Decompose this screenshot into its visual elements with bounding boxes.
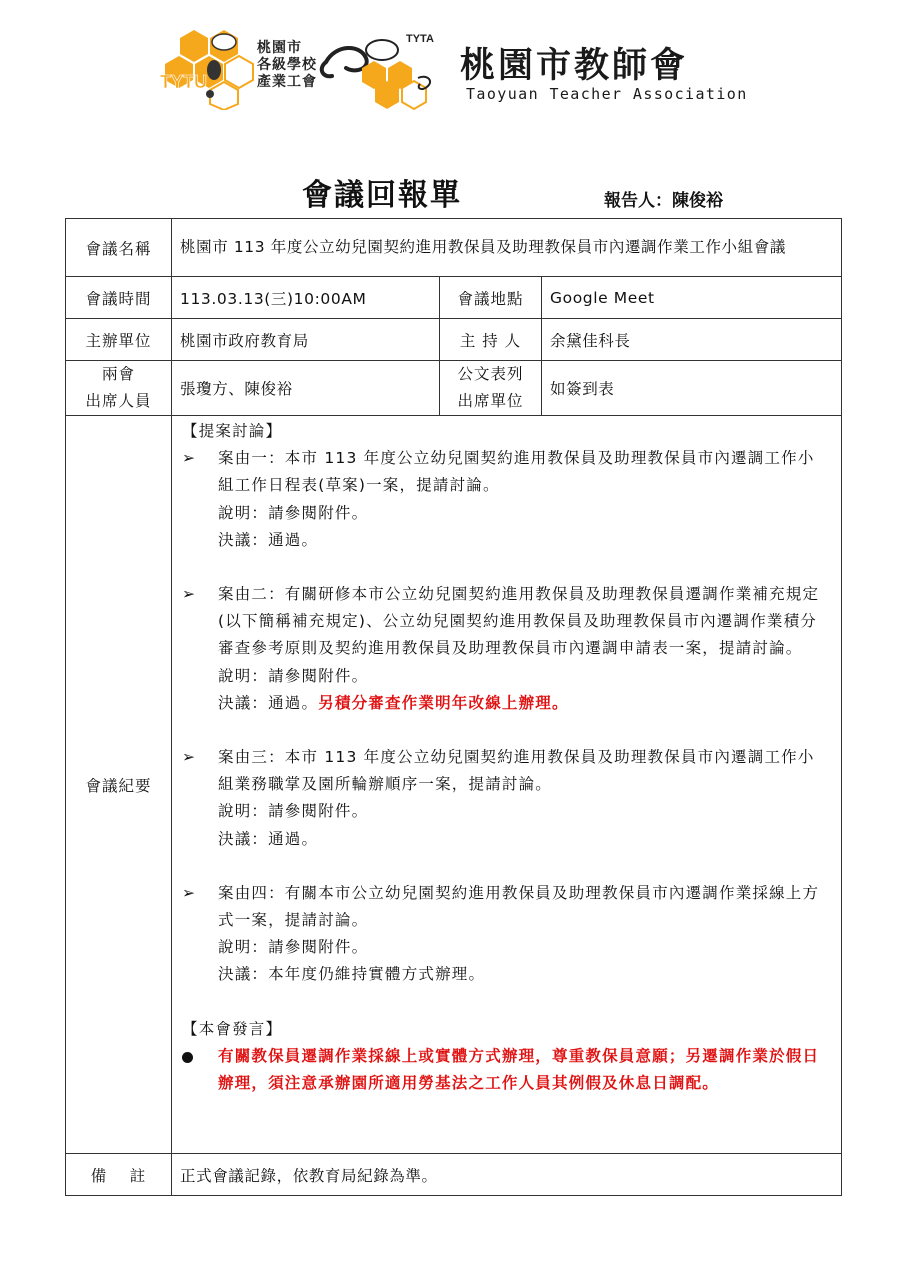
proposal-resolution [218, 527, 831, 554]
proposal-item [182, 880, 831, 989]
official-units-value: 如簽到表 [542, 361, 842, 416]
official-units-label [440, 361, 542, 416]
report-table [65, 218, 842, 1196]
proposal-item [182, 744, 831, 853]
union-name [257, 40, 317, 91]
proposal-explanation: 說明：請參閱附件。 [218, 802, 369, 821]
minutes-content [172, 416, 842, 1154]
official-units-label-line: 公文表列 [457, 365, 524, 383]
meeting-time-label: 會議時間 [66, 277, 172, 319]
resolution-text: 決議：通過。 [218, 530, 319, 549]
union-name-line: 桃園市 [257, 40, 302, 56]
statement-heading: 【本會發言】 [182, 1019, 283, 1038]
document-title: 會議回報單 [302, 178, 462, 213]
organizer-label: 主辦單位 [66, 319, 172, 361]
statement-item [182, 1043, 831, 1097]
host-value: 余黛佳科長 [542, 319, 842, 361]
minutes-label: 會議紀要 [66, 416, 172, 1154]
arrow-bullet-icon: ➢ [182, 883, 197, 902]
host-label: 主 持 人 [440, 319, 542, 361]
table-row [66, 416, 842, 1154]
arrow-bullet-icon: ➢ [182, 449, 197, 468]
meeting-place-label: 會議地點 [440, 277, 542, 319]
letterhead [150, 18, 750, 110]
union-name-line: 各級學校 [257, 57, 317, 73]
reporter-label: 報告人： [604, 191, 672, 211]
proposal-case: 案由四：有關本市公立幼兒園契約進用教保員及助理教保員市內遷調作業採線上方式一案，提請討論。 [218, 883, 820, 930]
official-units-label-line: 出席單位 [457, 392, 524, 410]
association-name-english: Taoyuan Teacher Association [466, 85, 748, 103]
reporter [604, 186, 723, 211]
proposal-explanation: 說明：請參閱附件。 [218, 938, 369, 957]
proposal-resolution [218, 826, 831, 853]
resolution-text: 決議：本年度仍維持實體方式辦理。 [218, 965, 486, 984]
statement-text: 有關教保員遷調作業採線上或實體方式辦理，尊重教保員意願；另遷調作業於假日辦理，須注意承辦園所適用勞基法之工作人員其例假及休息日調配。 [218, 1046, 820, 1093]
proposal-explanation: 說明：請參閱附件。 [218, 503, 369, 522]
proposal-case: 案由二：有關研修本市公立幼兒園契約進用教保員及助理教保員遷調作業補充規定(以下簡稱補充規定)、公立幼兒園契約進用教保員及助理教保員市內遷調作業積分審查參考原則及契約進用教保員及助理教保員市內遷調申請表一案，提請討論。 [218, 585, 820, 658]
organizer-value: 桃園市政府教育局 [172, 319, 440, 361]
attendees-label-line: 兩會 [101, 365, 135, 383]
proposal-item [182, 445, 831, 554]
attendees-label [66, 361, 172, 416]
proposal-case: 案由一：本市 113 年度公立幼兒園契約進用教保員及助理教保員市內遷調工作小組工作日程表(草案)一案，提請討論。 [218, 449, 815, 495]
arrow-bullet-icon: ➢ [182, 585, 197, 604]
table-row [66, 319, 842, 361]
meeting-name-value: 桃園市 113 年度公立幼兒園契約進用教保員及助理教保員市內遷調作業工作小組會議 [172, 219, 842, 277]
association-name-chinese: 桃園市教師會 [460, 46, 689, 86]
remarks-label: 備 註 [66, 1154, 172, 1196]
proposal-resolution [218, 961, 831, 988]
resolution-text: 決議：通過。 [218, 693, 319, 712]
attendees-value: 張瓊方、陳俊裕 [172, 361, 440, 416]
resolution-emphasis: 另積分審查作業明年改線上辦理。 [318, 693, 569, 712]
union-logo-text: TYTU [160, 72, 207, 92]
remarks-value: 正式會議記錄，依教育局紀錄為準。 [172, 1154, 842, 1196]
union-name-line: 產業工會 [257, 74, 317, 90]
meeting-time-value: 113.03.13(三)10:00AM [172, 277, 440, 319]
resolution-text: 決議：通過。 [218, 829, 319, 848]
arrow-bullet-icon: ➢ [182, 748, 197, 767]
proposal-case: 案由三：本市 113 年度公立幼兒園契約進用教保員及助理教保員市內遷調工作小組業務職掌及園所輪辦順序一案，提請討論。 [218, 748, 815, 794]
assoc-logo-text: TYTA [406, 33, 434, 45]
proposal-resolution [218, 690, 831, 717]
table-row [66, 277, 842, 319]
attendees-label-line: 出席人員 [85, 392, 152, 410]
table-row [66, 219, 842, 277]
proposal-explanation: 說明：請參閱附件。 [218, 666, 369, 685]
meeting-name-label: 會議名稱 [66, 219, 172, 277]
meeting-place-value: Google Meet [542, 277, 842, 319]
proposal-item [182, 581, 831, 717]
round-bullet-icon [182, 1052, 193, 1063]
discussion-heading: 【提案討論】 [182, 422, 283, 440]
table-row [66, 361, 842, 416]
table-row [66, 1154, 842, 1196]
reporter-name: 陳俊裕 [672, 191, 723, 211]
